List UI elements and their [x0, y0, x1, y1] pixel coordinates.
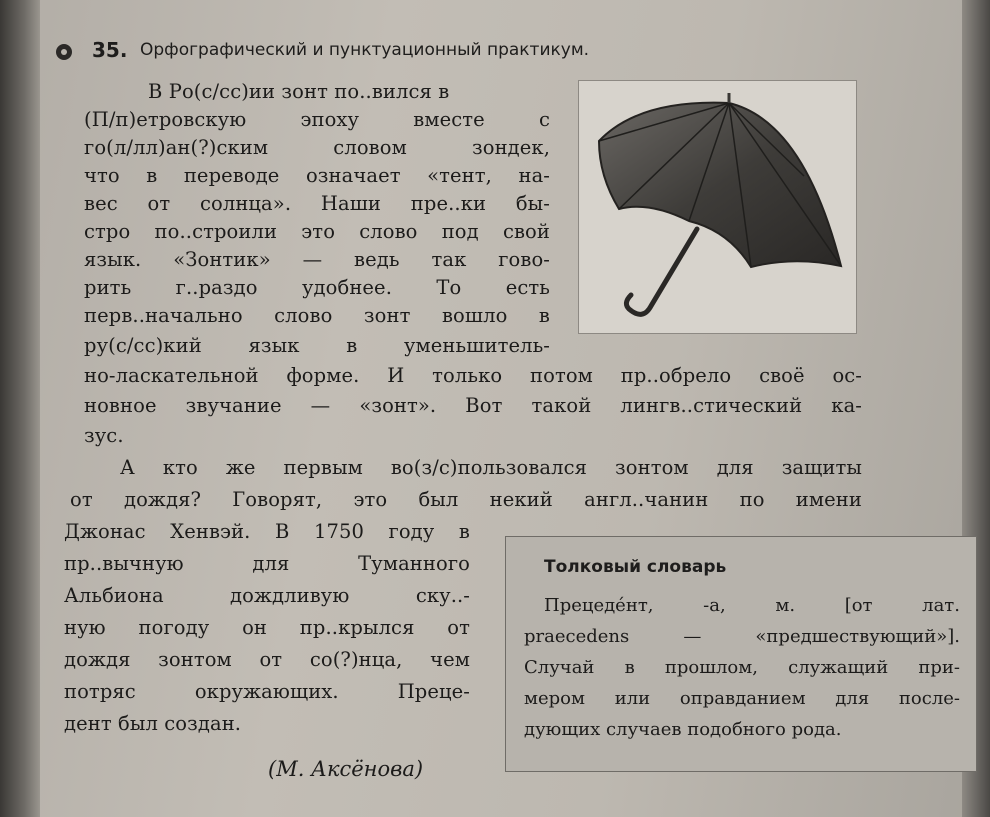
exercise-bullet-icon: [56, 44, 72, 60]
text-line: но-ласкательной форме. И только потом пр..обрело своё ос-: [84, 364, 862, 387]
text-line: В Ро(с/сс)ии зонт по..вился в: [148, 80, 450, 103]
umbrella-illustration: [578, 80, 857, 334]
text-line: ру(с/сс)кий язык в уменьшитель-: [84, 334, 550, 357]
text-line: Альбиона дождливую ску..-: [64, 584, 470, 607]
text-line: стро по..строили это слово под свой: [84, 220, 550, 243]
text-line: зус.: [84, 424, 124, 447]
text-line: вес от солнца». Наши пре..ки бы-: [84, 192, 550, 215]
dictionary-line: Прецеде́нт, -а, м. [от лат.: [544, 595, 960, 616]
text-line: новное звучание — «зонт». Вот такой лингв..стический ка-: [84, 394, 862, 417]
author-signature: (М. Аксёнова): [268, 757, 424, 781]
exercise-title: Орфографический и пунктуационный практикум.: [140, 40, 590, 60]
dictionary-title: Толковый словарь: [544, 557, 727, 577]
text-line: ную погоду он пр..крылся от: [64, 616, 470, 639]
dictionary-box: [505, 536, 977, 772]
dictionary-line: мером или оправданием для после-: [524, 688, 960, 709]
text-line: А кто же первым во(з/с)пользовался зонтом для защиты: [120, 456, 862, 479]
text-line: (П/п)етровскую эпоху вместе с: [84, 108, 550, 131]
text-line: язык. «Зонтик» — ведь так гово-: [84, 248, 550, 271]
text-line: что в переводе означает «тент, на-: [84, 164, 550, 187]
umbrella-icon: [579, 81, 856, 333]
dictionary-line: praecedens — «предшествующий»].: [524, 626, 960, 647]
text-line: перв..начально слово зонт вошло в: [84, 304, 550, 327]
dictionary-line: дующих случаев подобного рода.: [524, 719, 842, 740]
text-line: пр..вычную для Туманного: [64, 552, 470, 575]
page-left-edge: [0, 0, 40, 817]
text-line: дождя зонтом от со(?)нца, чем: [64, 648, 470, 671]
text-line: дент был создан.: [64, 712, 242, 735]
text-line: Джонас Хенвэй. В 1750 году в: [64, 520, 470, 543]
exercise-number: 35.: [92, 38, 128, 62]
text-line: от дождя? Говорят, это был некий англ..чанин по имени: [70, 488, 862, 511]
text-line: рить г..раздо удобнее. То есть: [84, 276, 550, 299]
dictionary-line: Случай в прошлом, служащий при-: [524, 657, 960, 678]
text-line: потряс окружающих. Преце-: [64, 680, 470, 703]
text-line: го(л/лл)ан(?)ским словом зондек,: [84, 136, 550, 159]
